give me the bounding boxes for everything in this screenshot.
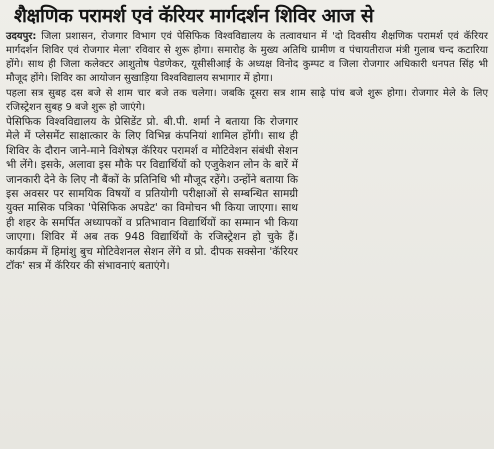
paragraph-3-text: पेसिफिक विश्वविद्यालय के प्रेसिडेंट प्रो. बी.पी. शर्मा ने बताया कि रोजगार मेले में प्लेसमेंट साक्षात्कार के लिए विभिन्न कंपनियां शामिल होंगी। साथ ही शिविर के दौरान जाने-माने विशेषज्ञ कॅरियर परामर्श व मोटिवेशन संबंधी सेशन भी लेंगे। इसके, अलावा इस मौके पर विद्यार्थियों को एजुकेशन लोन के बारें में जानकारी देने के लिए नौ बैंकों के प्रतिनिधि भी मौजूद रहेंगे। उन्होंने बताया कि इस अवसर पर सामयिक विषयों व प्रतियोगी परीक्षाओं से सम्बन्धित सामग्री युक्त मासिक पत्रिका 'पेसिफिक अपडेट' का विमोचन भी किया जाएगा। साथ ही शहर के समर्पित अध्यापकों व प्रतिभावान विद्यार्थियों का सम्मान भी किया जाएगा। शिविर में अब तक 948 विद्यार्थियों के रजिस्ट्रेशन हो चुके हैं। कार्यक्रम में हिमांशु बुच मोटिवेशनल सेशन लेंगे व प्रो. दीपक सक्सेना 'कॅरियर टॉक' सत्र में कॅरियर की संभावनाएं बताएंगे।	[6, 116, 298, 273]
article-headline: शैक्षणिक परामर्श एवं कॅरियर मार्गदर्शन शिविर आज से	[14, 5, 374, 27]
article-paragraph-2	[6, 87, 488, 115]
article-body	[6, 30, 488, 273]
article-dateline: उदयपुर:	[6, 31, 37, 42]
paragraph-1-text: जिला प्रशासन, रोजगार विभाग एवं पेसिफिक विश्वविद्यालय के तत्वावधान में 'दो दिवसीय शैक्षणिक परामर्श एवं कॅरियर मार्गदर्शन शिविर एवं रोजगार मेला' रविवार से शुरू होगा। समारोह के मुख्य अतिथि ग्रामीण व पंचायतीराज मंत्री गुलाब चन्द कटारिया होंगे। साथ ही जिला कलेक्टर आशुतोष पेडणेकर, यूसीसीआई के अध्यक्ष विनोद कुम्पट व जिला रोजगार अधिकारी धनपत सिंह भी मौजूद होंगे। शिविर का आयोजन सुखाड़िया विश्वविद्यालय सभागार में होगा।	[6, 31, 488, 84]
article-paragraph-3	[6, 115, 298, 273]
article-paragraph-1	[6, 30, 488, 86]
paragraph-2-text: पहला सत्र सुबह दस बजे से शाम चार बजे तक चलेगा। जबकि दूसरा सत्र शाम साढ़े पांच बजे शुरू होगा। रोजगार मेले के लिए रजिस्ट्रेशन सुबह 9 बजे शुरू हो जाएंगे।	[6, 88, 488, 113]
adjacent-column-space	[303, 115, 488, 375]
